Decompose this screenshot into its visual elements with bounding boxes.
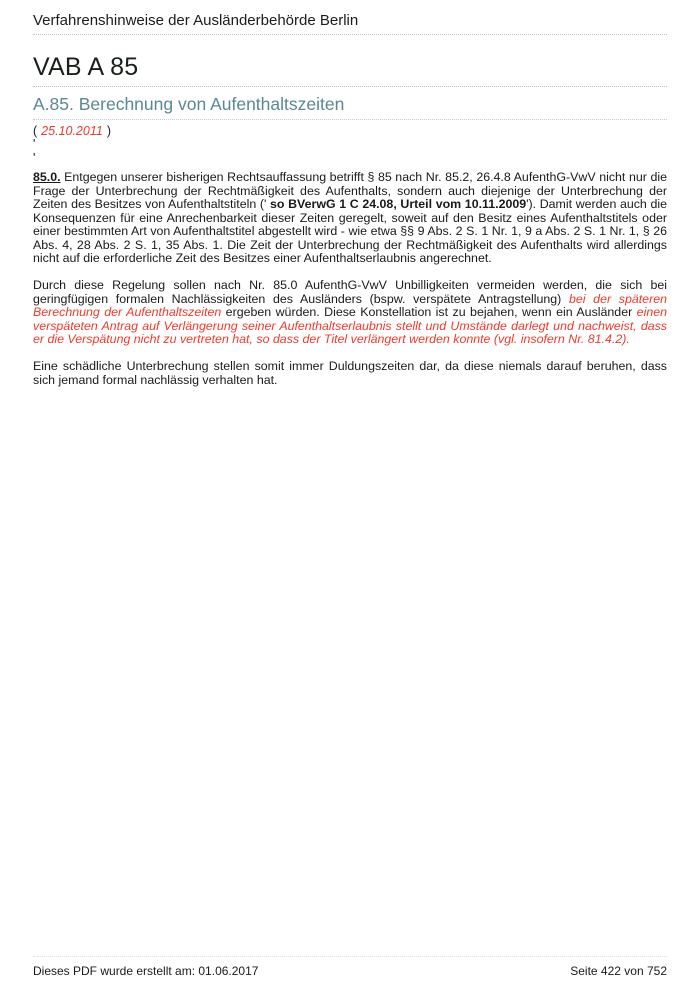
text-run: Entgegen unserer bisherigen Rechtsauffassung betrifft § 85 nach Nr. 85.2, 26.4.8 AufenthG-VwV nicht nur die Frage der Unterbrechung der Rechtmäßigkeit des Aufenthalts, sondern auch diejenige der Unterbrechung der Zeiten des Besitzes von Aufenthaltstiteln (' [33,170,667,211]
text-run: bei der späteren Berechnung der Aufenthaltszeiten [33,291,667,319]
page-title: VAB A 85 [33,52,667,87]
text-run: einen verspäteten Antrag auf Verlängerung seiner Aufenthaltserlaubnis stellt und Umstände darlegt und nachweist, dass er die Verspätung nicht zu vertreten hat, so dass der Titel verlängert werden konnte (vgl. insofern Nr. 81.4.2). [33,305,667,346]
section-heading: A.85. Berechnung von Aufenthaltszeiten [33,94,667,120]
stray-quote-mark: ' [33,137,36,151]
page-footer [33,956,667,978]
body-text [33,171,667,387]
text-run: '). Damit werden auch die Konsequenzen für eine Anrechenbarkeit dieser Zeiten geregelt, soweit auf den Besitz eines Aufenthaltstitels oder einer bestimmten Art von Aufenthaltstitel abgestellt wird - wie etwa §§ 9 Abs. 2 S. 1 Nr. 1, 9 a Abs. 2 S. 1 Nr. 1, § 26 Abs. 4, 28 Abs. 2 S. 1, 35 Abs. 1. Die Zeit der Unterbrechung der Rechtmäßigkeit des Aufenthalts wird allerdings nicht auf die erforderliche Zeit des Besitzes einer Aufenthaltserlaubnis angerechnet. [33,197,667,265]
paren-open: ( [33,124,38,138]
paragraph-duldungszeiten [33,360,667,387]
document-header [33,0,667,35]
revision-date-line [33,124,667,138]
document-header-title: Verfahrenshinweise der Ausländerbehörde Berlin [33,12,359,29]
footer-page-number: Seite 422 von 752 [570,964,667,978]
paren-close: ) [106,124,111,138]
text-run: 85.0. [33,170,61,184]
footer-created-date: Dieses PDF wurde erstellt am: 01.06.2017 [33,964,259,978]
paragraph-regelung [33,279,667,347]
text-run: so BVerwG 1 C 24.08, Urteil vom 10.11.2009 [269,197,527,211]
text-run: Eine schädliche Unterbrechung stellen somit immer Duldungszeiten dar, da diese niemals darauf beruhen, dass sich jemand formal nachlässig verhalten hat. [33,359,667,387]
text-run: ergeben würden. Diese Konstellation ist zu bejahen, wenn ein Ausländer [221,305,637,319]
paragraph-85-0 [33,171,667,266]
text-run: Durch diese Regelung sollen nach Nr. 85.0 AufenthG-VwV Unbilligkeiten vermeiden werden, die sich bei geringfügigen formalen Nachlässigkeiten des Ausländers (bspw. verspätete Antragstellung) [33,278,667,306]
revision-date: 25.10.2011 [41,124,103,138]
stray-quote-mark: ' [33,150,36,165]
